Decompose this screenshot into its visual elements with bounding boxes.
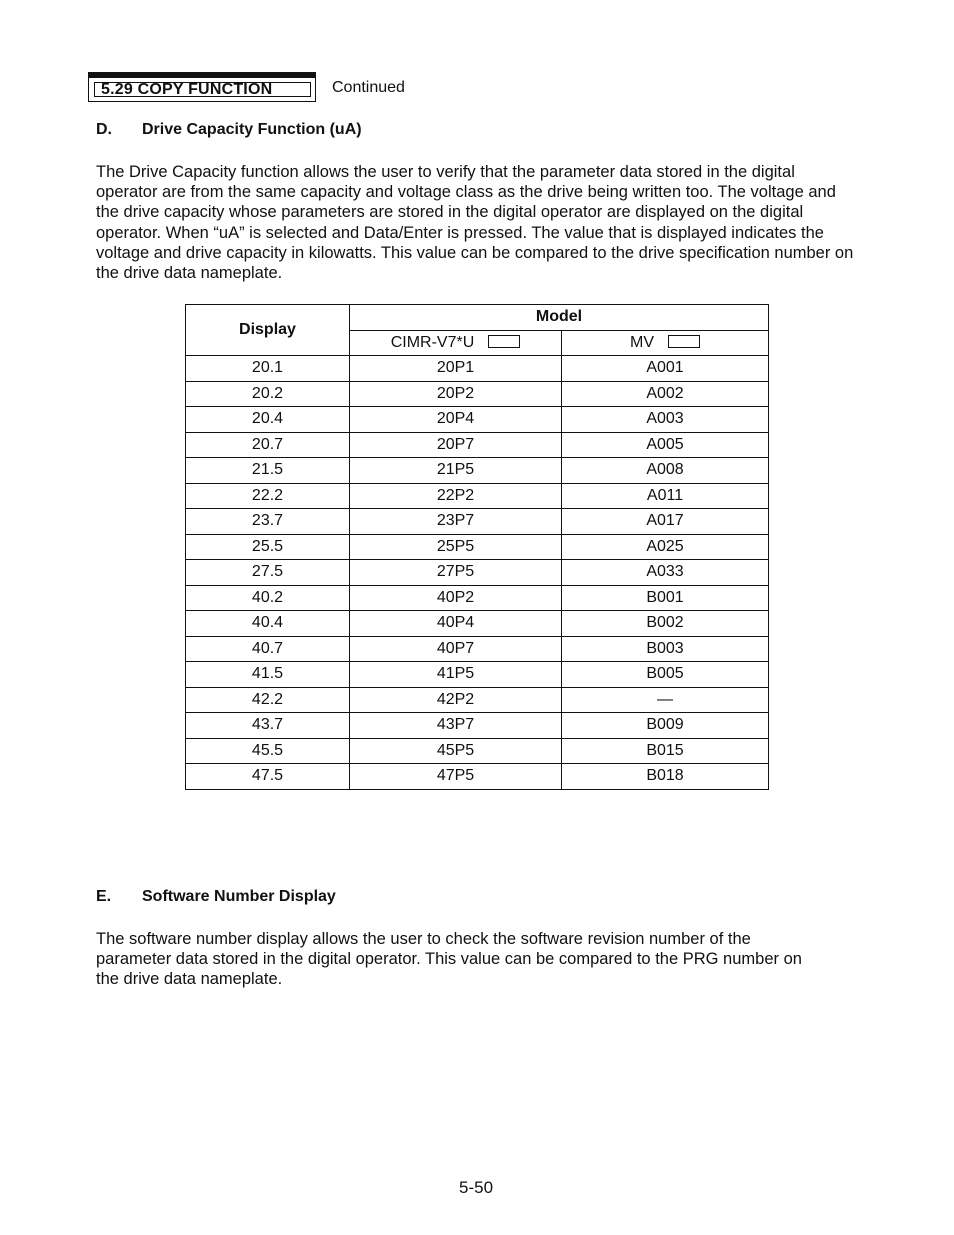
page-number: 5-50 (459, 1178, 494, 1197)
cell-mv-model: A033 (562, 560, 769, 586)
cell-display: 40.4 (186, 611, 350, 637)
cell-mv-model: B002 (562, 611, 769, 637)
cell-cimr-model: 27P5 (350, 560, 562, 586)
table-row (186, 764, 769, 790)
table-row (186, 713, 769, 739)
cell-cimr-model: 40P2 (350, 585, 562, 611)
cell-cimr-model: 40P7 (350, 636, 562, 662)
subheader-mv-label: MV (630, 333, 654, 351)
cell-cimr-model: 45P5 (350, 738, 562, 764)
cell-mv-model: — (562, 687, 769, 713)
table-row (186, 585, 769, 611)
cell-display: 21.5 (186, 458, 350, 484)
cell-display: 20.7 (186, 432, 350, 458)
cell-display: 20.4 (186, 407, 350, 433)
cell-cimr-model: 20P7 (350, 432, 562, 458)
cell-display: 47.5 (186, 764, 350, 790)
drive-capacity-table (185, 304, 769, 790)
cell-display: 20.2 (186, 381, 350, 407)
table-row (186, 687, 769, 713)
cell-mv-model: A005 (562, 432, 769, 458)
cell-mv-model: A025 (562, 534, 769, 560)
table-row (186, 407, 769, 433)
cell-mv-model: A011 (562, 483, 769, 509)
table-row (186, 662, 769, 688)
cell-cimr-model: 20P2 (350, 381, 562, 407)
continued-label: Continued (332, 79, 405, 96)
section-d-title: Drive Capacity Function (uA) (142, 121, 362, 138)
table-row (186, 738, 769, 764)
cell-cimr-model: 20P4 (350, 407, 562, 433)
blank-box-icon (668, 335, 700, 348)
section-e-letter: E. (96, 888, 112, 905)
table-row (186, 356, 769, 382)
cell-display: 22.2 (186, 483, 350, 509)
cell-mv-model: B005 (562, 662, 769, 688)
table-row (186, 560, 769, 586)
cell-mv-model: A008 (562, 458, 769, 484)
section-e-paragraph: The software number display allows the user to check the software revision number of the parameter data stored in the digital operator. This value can be compared to the PRG number on the drive data nameplate. (96, 930, 802, 989)
column-header-display: Display (186, 305, 350, 356)
section-label: 5.29 COPY FUNCTION (101, 81, 273, 98)
cell-cimr-model: 42P2 (350, 687, 562, 713)
table-row (186, 381, 769, 407)
table-row (186, 636, 769, 662)
cell-display: 40.2 (186, 585, 350, 611)
table-row (186, 458, 769, 484)
blank-box-icon (488, 335, 520, 348)
section-e-title: Software Number Display (142, 888, 336, 905)
table-body (186, 356, 769, 790)
section-d-letter: D. (96, 121, 112, 138)
cell-cimr-model: 21P5 (350, 458, 562, 484)
cell-cimr-model: 20P1 (350, 356, 562, 382)
cell-mv-model: A017 (562, 509, 769, 535)
cell-display: 41.5 (186, 662, 350, 688)
section-d-heading (96, 121, 362, 139)
cell-mv-model: A003 (562, 407, 769, 433)
section-d-paragraph: The Drive Capacity function allows the user to verify that the parameter data stored in the digital operator are from the same capacity and voltage class as the drive being written too. The voltage and the drive capacity whose parameters are stored in the digital operator are displayed on the digital operator. When “uA” is selected and Data/Enter is pressed. The value that is displayed indicates the voltage and drive capacity in kilowatts. This value can be compared to the drive specification number on the drive data nameplate. (96, 163, 854, 283)
section-label-box (88, 72, 316, 102)
cell-mv-model: B018 (562, 764, 769, 790)
cell-mv-model: A001 (562, 356, 769, 382)
cell-display: 40.7 (186, 636, 350, 662)
cell-cimr-model: 25P5 (350, 534, 562, 560)
cell-cimr-model: 40P4 (350, 611, 562, 637)
cell-display: 20.1 (186, 356, 350, 382)
table-row (186, 534, 769, 560)
cell-mv-model: B009 (562, 713, 769, 739)
cell-display: 45.5 (186, 738, 350, 764)
column-header-model: Model (350, 305, 769, 331)
cell-mv-model: A002 (562, 381, 769, 407)
cell-mv-model: B001 (562, 585, 769, 611)
cell-cimr-model: 47P5 (350, 764, 562, 790)
cell-mv-model: B015 (562, 738, 769, 764)
cell-cimr-model: 41P5 (350, 662, 562, 688)
table-row (186, 483, 769, 509)
cell-cimr-model: 43P7 (350, 713, 562, 739)
cell-cimr-model: 22P2 (350, 483, 562, 509)
cell-display: 27.5 (186, 560, 350, 586)
cell-display: 25.5 (186, 534, 350, 560)
cell-display: 42.2 (186, 687, 350, 713)
table-row (186, 509, 769, 535)
table-row (186, 611, 769, 637)
table-row (186, 432, 769, 458)
section-e-heading (96, 888, 336, 906)
subheader-cimr (350, 330, 562, 356)
cell-mv-model: B003 (562, 636, 769, 662)
cell-display: 43.7 (186, 713, 350, 739)
cell-display: 23.7 (186, 509, 350, 535)
subheader-mv (562, 330, 769, 356)
subheader-cimr-label: CIMR-V7*U (390, 333, 475, 351)
cell-cimr-model: 23P7 (350, 509, 562, 535)
